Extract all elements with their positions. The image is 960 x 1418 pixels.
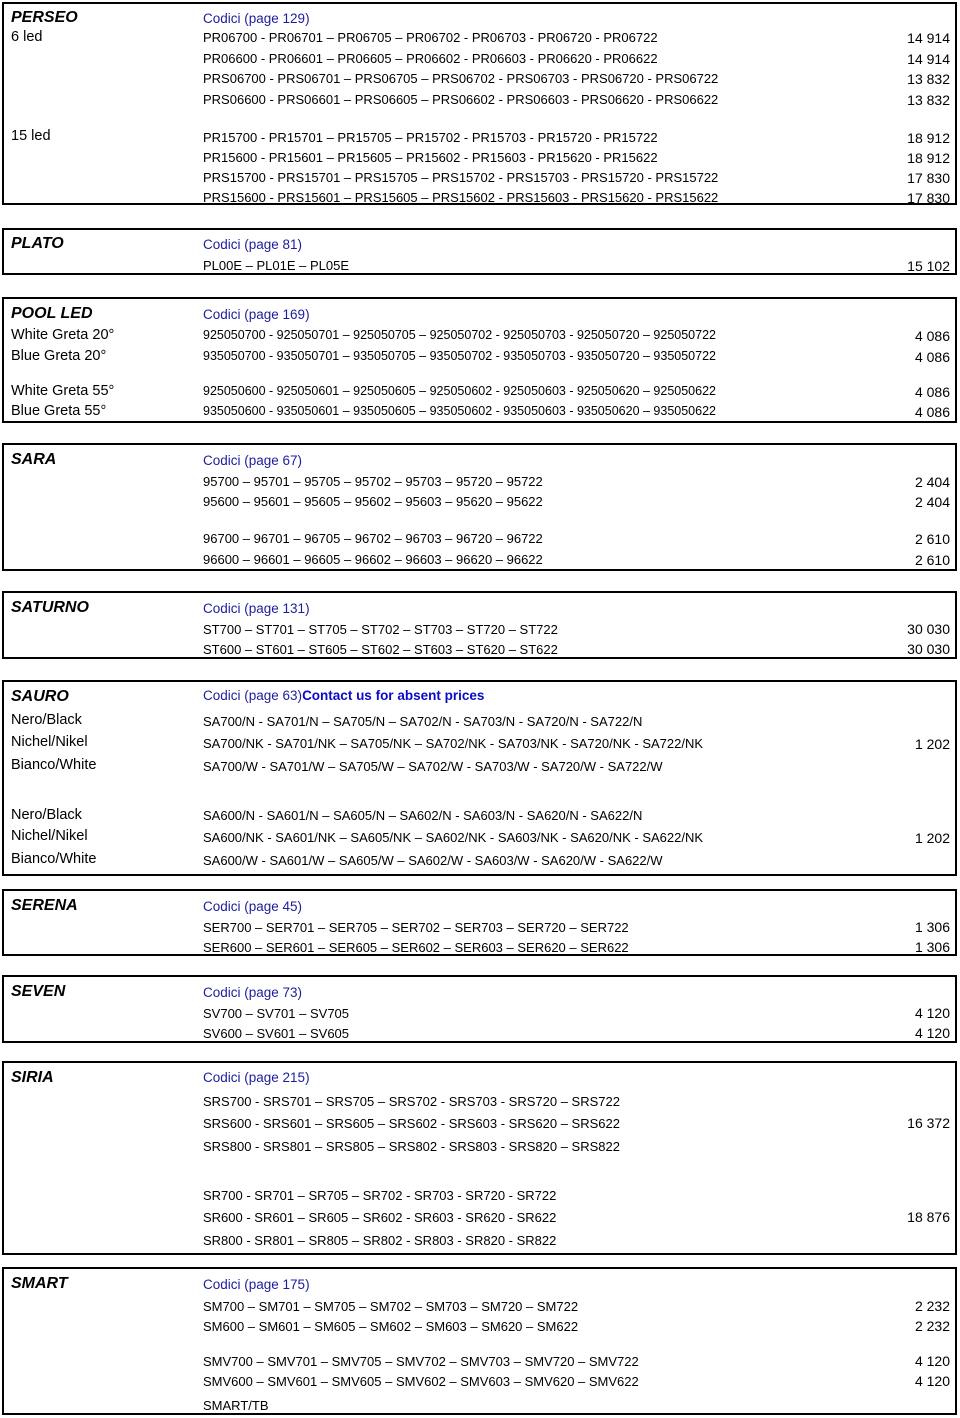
row-codes: SMV600 – SMV601 – SMV605 – SMV602 – SMV603 – SMV620 – SMV622: [203, 1374, 639, 1389]
section-pool-led: [2, 297, 957, 423]
section-title: SEVEN: [11, 983, 66, 1000]
section-perseo: [2, 2, 957, 205]
row-codes: SV600 – SV601 – SV605: [203, 1026, 350, 1041]
row-price: 2 610: [914, 531, 950, 547]
row-price: 1 202: [914, 736, 950, 752]
row-price: 4 086: [914, 328, 950, 344]
row-codes: SMART/TB: [203, 1398, 269, 1413]
row-price: 30 030: [907, 621, 950, 637]
row-label: Blue Greta 20°: [11, 348, 107, 364]
row-codes: PR15700 - PR15701 – PR15705 – PR15702 - PR15703 - PR15720 - PR15722: [203, 130, 658, 145]
row-price: 2 232: [914, 1298, 950, 1314]
row-codes: SMV700 – SMV701 – SMV705 – SMV702 – SMV703 – SMV720 – SMV722: [203, 1354, 639, 1369]
row-label: White Greta 20°: [11, 327, 115, 343]
row-codes: 95700 – 95701 – 95705 – 95702 – 95703 – 95720 – 95722: [203, 474, 543, 489]
row-codes: PL00E – PL01E – PL05E: [203, 258, 350, 273]
row-codes: PR15600 - PR15601 – PR15605 – PR15602 - PR15603 - PR15620 - PR15622: [203, 150, 658, 165]
row-price: 13 832: [907, 71, 950, 87]
row-codes: PRS06600 - PRS06601 – PRS06605 – PRS06602 - PRS06603 - PRS06620 - PRS06622: [203, 92, 719, 107]
section-saturno: [2, 591, 957, 659]
row-codes: SM600 – SM601 – SM605 – SM602 – SM603 – SM620 – SM622: [203, 1319, 579, 1334]
row-codes: 935050700 - 935050701 – 935050705 – 935050702 - 935050703 - 935050720 – 935050722: [203, 349, 716, 363]
row-label: 6 led: [11, 29, 43, 45]
section-smart: [2, 1267, 957, 1415]
row-price: 13 832: [907, 92, 950, 108]
row-codes: SRS600 - SRS601 – SRS605 – SRS602 - SRS603 - SRS620 – SRS622: [203, 1116, 620, 1131]
row-price: 4 120: [914, 1353, 950, 1369]
row-price: 18 912: [907, 130, 950, 146]
codici-page-ref-text: Codici (page 63): [203, 688, 303, 703]
row-price: 4 086: [914, 404, 950, 420]
row-price: 1 202: [914, 830, 950, 846]
codici-page-ref: Codici (page 169): [203, 307, 310, 322]
row-codes: PRS06700 - PRS06701 – PRS06705 – PRS06702 - PRS06703 - PRS06720 - PRS06722: [203, 71, 719, 86]
section-siria: [2, 1061, 957, 1255]
row-price: 17 830: [907, 190, 950, 206]
row-label: White Greta 55°: [11, 383, 115, 399]
row-codes: PR06600 - PR06601 – PR06605 – PR06602 - PR06603 - PR06620 - PR06622: [203, 51, 658, 66]
section-title: SARA: [11, 451, 57, 468]
section-title: SMART: [11, 1275, 68, 1292]
row-codes: 935050600 - 935050601 – 935050605 – 935050602 - 935050603 - 935050620 – 935050622: [203, 404, 716, 418]
codici-page-ref: Codici (page 175): [203, 1277, 310, 1292]
row-codes: SA700/NK - SA701/NK – SA705/NK – SA702/NK - SA703/NK - SA720/NK - SA722/NK: [203, 736, 704, 751]
row-price: 30 030: [907, 641, 950, 657]
codici-page-ref: Codici (page 215): [203, 1070, 310, 1085]
section-title: POOL LED: [11, 305, 93, 322]
row-price: 2 610: [914, 552, 950, 568]
row-label: Bianco/White: [11, 851, 97, 867]
row-price: 1 306: [914, 919, 950, 935]
row-codes: PR06700 - PR06701 – PR06705 – PR06702 - PR06703 - PR06720 - PR06722: [203, 30, 658, 45]
row-codes: SER600 – SER601 – SER605 – SER602 – SER603 – SER620 – SER622: [203, 940, 629, 955]
section-title: PLATO: [11, 235, 64, 252]
section-sara: [2, 443, 957, 571]
section-serena: [2, 889, 957, 956]
row-codes: SR700 - SR701 – SR705 – SR702 - SR703 - SR720 - SR722: [203, 1188, 557, 1203]
row-price: 18 876: [907, 1209, 950, 1225]
row-price: 4 120: [914, 1373, 950, 1389]
row-codes: 925050600 - 925050601 – 925050605 – 925050602 - 925050603 - 925050620 – 925050622: [203, 384, 716, 398]
row-codes: SA600/NK - SA601/NK – SA605/NK – SA602/NK - SA603/NK - SA620/NK - SA622/NK: [203, 830, 704, 845]
row-codes: SA700/N - SA701/N – SA705/N – SA702/N - SA703/N - SA720/N - SA722/N: [203, 714, 643, 729]
row-label: Nichel/Nikel: [11, 734, 88, 750]
row-codes: SM700 – SM701 – SM705 – SM702 – SM703 – SM720 – SM722: [203, 1299, 579, 1314]
row-codes: ST700 – ST701 – ST705 – ST702 – ST703 – ST720 – ST722: [203, 622, 558, 637]
codici-page-ref: [203, 689, 484, 703]
row-codes: 95600 – 95601 – 95605 – 95602 – 95603 – 95620 – 95622: [203, 494, 543, 509]
row-label: Bianco/White: [11, 757, 97, 773]
row-price: 17 830: [907, 170, 950, 186]
row-codes: SR800 - SR801 – SR805 – SR802 - SR803 - SR820 - SR822: [203, 1233, 557, 1248]
row-price: 16 372: [907, 1115, 950, 1131]
row-price: 2 232: [914, 1318, 950, 1334]
codici-page-ref: Codici (page 73): [203, 985, 303, 1000]
row-label: 15 led: [11, 128, 51, 144]
codici-page-ref: Codici (page 129): [203, 11, 310, 26]
row-price: 4 120: [914, 1005, 950, 1021]
row-codes: SA600/W - SA601/W – SA605/W – SA602/W - SA603/W - SA620/W - SA622/W: [203, 853, 663, 868]
row-codes: SRS700 - SRS701 – SRS705 – SRS702 - SRS703 - SRS720 – SRS722: [203, 1094, 620, 1109]
row-codes: PRS15700 - PRS15701 – PRS15705 – PRS15702 - PRS15703 - PRS15720 - PRS15722: [203, 170, 719, 185]
section-title: SATURNO: [11, 599, 89, 616]
contact-us-note: Contact us for absent prices: [302, 688, 485, 703]
row-codes: SA700/W - SA701/W – SA705/W – SA702/W - SA703/W - SA720/W - SA722/W: [203, 759, 663, 774]
row-price: 14 914: [907, 30, 950, 46]
row-codes: PRS15600 - PRS15601 – PRS15605 – PRS15602 - PRS15603 - PRS15620 - PRS15622: [203, 190, 719, 205]
section-title: PERSEO: [11, 9, 78, 26]
row-label: Nero/Black: [11, 807, 82, 823]
row-price: 2 404: [914, 474, 950, 490]
row-price: 4 086: [914, 349, 950, 365]
row-label: Blue Greta 55°: [11, 403, 107, 419]
row-codes: 96700 – 96701 – 96705 – 96702 – 96703 – 96720 – 96722: [203, 531, 543, 546]
section-sauro: [2, 680, 957, 876]
section-title: SIRIA: [11, 1069, 54, 1086]
section-title: SERENA: [11, 897, 78, 914]
codici-page-ref: Codici (page 67): [203, 453, 303, 468]
row-price: 1 306: [914, 939, 950, 955]
row-price: 14 914: [907, 51, 950, 67]
section-plato: [2, 228, 957, 275]
row-price: 4 120: [914, 1025, 950, 1041]
row-label: Nero/Black: [11, 712, 82, 728]
row-price: 15 102: [907, 258, 950, 274]
section-seven: [2, 975, 957, 1043]
row-codes: SA600/N - SA601/N – SA605/N – SA602/N - SA603/N - SA620/N - SA622/N: [203, 808, 643, 823]
row-codes: SER700 – SER701 – SER705 – SER702 – SER703 – SER720 – SER722: [203, 920, 629, 935]
row-codes: 96600 – 96601 – 96605 – 96602 – 96603 – 96620 – 96622: [203, 552, 543, 567]
codici-page-ref: Codici (page 81): [203, 237, 303, 252]
row-codes: 925050700 - 925050701 – 925050705 – 925050702 - 925050703 - 925050720 – 925050722: [203, 328, 716, 342]
row-price: 4 086: [914, 384, 950, 400]
codici-page-ref: Codici (page 45): [203, 899, 303, 914]
codici-page-ref: Codici (page 131): [203, 601, 310, 616]
section-title: SAURO: [11, 688, 69, 705]
row-price: 18 912: [907, 150, 950, 166]
row-label: Nichel/Nikel: [11, 828, 88, 844]
row-codes: SV700 – SV701 – SV705: [203, 1006, 350, 1021]
row-codes: SRS800 - SRS801 – SRS805 – SRS802 - SRS803 - SRS820 – SRS822: [203, 1139, 620, 1154]
row-codes: ST600 – ST601 – ST605 – ST602 – ST603 – ST620 – ST622: [203, 642, 558, 657]
row-codes: SR600 - SR601 – SR605 – SR602 - SR603 - SR620 - SR622: [203, 1210, 557, 1225]
row-price: 2 404: [914, 494, 950, 510]
